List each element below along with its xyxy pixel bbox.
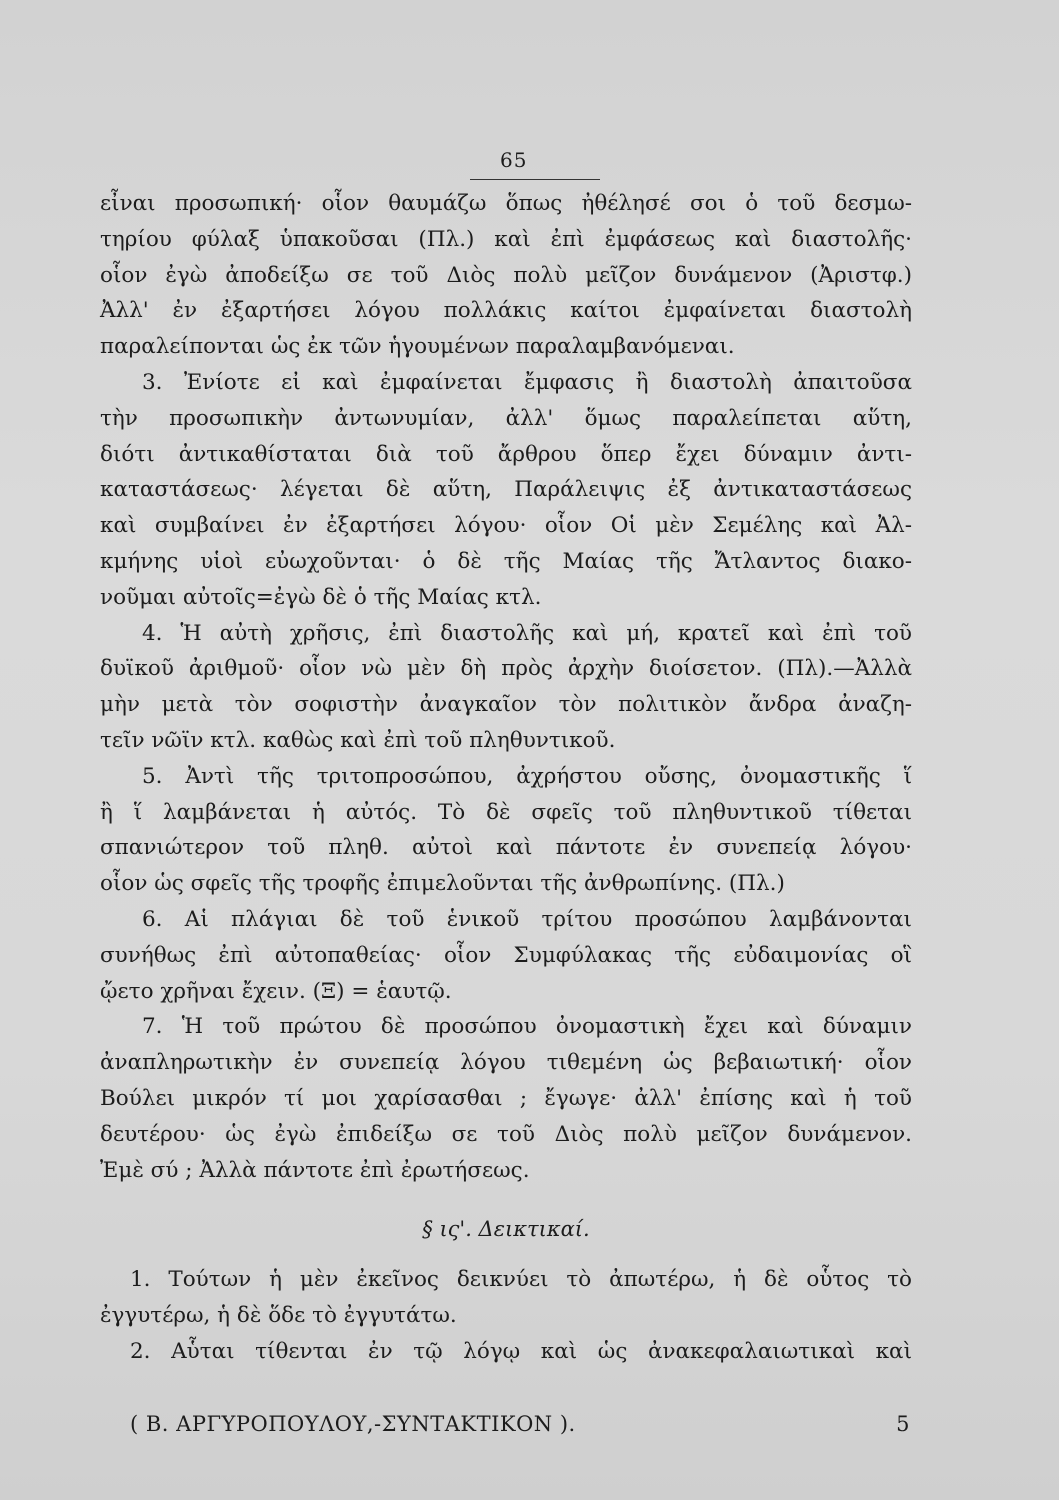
text-line: οἷον ὡς σφεῖς τῆς τροφῆς ἐπιμελοῦνται τῆς ἀνθρωπίνης. (Πλ.) bbox=[100, 871, 785, 897]
text-line: ἢ ἵ λαμβάνεται ἡ αὐτός. Τὸ δὲ σφεῖς τοῦ πληθυντικοῦ τίθεται bbox=[100, 799, 912, 825]
text-line: καὶ συμβαίνει ἐν ἐξαρτήσει λόγου· οἷον Οἱ μὲν Σεμέλης καὶ Ἀλ- bbox=[100, 513, 912, 539]
text-line: 6. Αἱ πλάγιαι δὲ τοῦ ἑνικοῦ τρίτου προσώπου λαμβάνονται bbox=[142, 906, 912, 932]
text-line: Ἀλλ' ἐν ἐξαρτήσει λόγου πολλάκις καίτοι ἐμφαίνεται διαστολὴ bbox=[100, 298, 912, 324]
text-line: νοῦμαι αὐτοῖς=ἐγὼ δὲ ὁ τῆς Μαίας κτλ. bbox=[100, 584, 542, 610]
text-line: 5. Ἀντὶ τῆς τριτοπροσώπου, ἀχρήστου οὔσης, ὀνομαστικῆς ἵ bbox=[142, 763, 912, 789]
page-body bbox=[100, 186, 912, 1370]
text-line: κμήνης υἱοὶ εὐωχοῦνται· ὁ δὲ τῆς Μαίας τῆς Ἄτλαντος διακο- bbox=[100, 548, 912, 574]
page-number: 65 bbox=[500, 148, 528, 172]
footer-citation: ( Β. ΑΡΓΥΡΟΠΟΥΛΟΥ,-ΣΥΝΤΑΚΤΙΚΟΝ ). bbox=[130, 1412, 576, 1436]
text-line: μὴν μετὰ τὸν σοφιστὴν ἀναγκαῖον τὸν πολιτικὸν ἄνδρα ἀναζη- bbox=[100, 692, 912, 718]
text-line: οἷον ἐγὼ ἀποδείξω σε τοῦ Διὸς πολὺ μεῖζον δυνάμενον (Ἀριστφ.) bbox=[100, 262, 912, 288]
text-line: τηρίου φύλαξ ὑπακοῦσαι (Πλ.) καὶ ἐπὶ ἐμφάσεως καὶ διαστολῆς· bbox=[100, 226, 912, 252]
text-line: 4. Ἡ αὐτὴ χρῆσις, ἐπὶ διαστολῆς καὶ μή, κρατεῖ καὶ ἐπὶ τοῦ bbox=[142, 620, 912, 646]
text-line: σπανιώτερον τοῦ πληθ. αὐτοὶ καὶ πάντοτε ἐν συνεπείᾳ λόγου· bbox=[100, 835, 912, 861]
text-line: συνήθως ἐπὶ αὐτοπαθείας· οἷον Συμφύλακας τῆς εὐδαιμονίας οἳ bbox=[100, 942, 912, 968]
text-line: δυϊκοῦ ἀριθμοῦ· οἷον νὼ μὲν δὴ πρὸς ἀρχὴν διοίσετον. (Πλ).—Ἀλλὰ bbox=[100, 656, 912, 682]
text-line: Βούλει μικρόν τί μοι χαρίσασθαι ; ἔγωγε· ἀλλ' ἐπίσης καὶ ἡ τοῦ bbox=[100, 1085, 912, 1111]
text-line: Ἐμὲ σύ ; Ἀλλὰ πάντοτε ἐπὶ ἐρωτήσεως. bbox=[100, 1157, 530, 1183]
text-line: παραλείπονται ὡς ἐκ τῶν ἡγουμένων παραλαμβανόμεναι. bbox=[100, 334, 735, 360]
text-line: δευτέρου· ὡς ἐγὼ ἐπιδείξω σε τοῦ Διὸς πολὺ μεῖζον δυνάμενον. bbox=[100, 1121, 912, 1147]
text-line: 7. Ἡ τοῦ πρώτου δὲ προσώπου ὀνομαστικὴ ἔχει καὶ δύναμιν bbox=[142, 1014, 912, 1040]
text-line: εἶναι προσωπική· οἷον θαυμάζω ὅπως ἠθέλησέ σοι ὁ τοῦ δεσμω- bbox=[100, 191, 912, 216]
text-line: 1. Τούτων ἡ μὲν ἐκεῖνος δεικνύει τὸ ἀπωτέρω, ἡ δὲ οὗτος τὸ bbox=[130, 1267, 912, 1293]
text-line: διότι ἀντικαθίσταται διὰ τοῦ ἄρθρου ὅπερ ἔχει δύναμιν ἀντι- bbox=[100, 441, 912, 467]
section-heading: § ις'. Δεικτικαί. bbox=[422, 1217, 590, 1242]
page-footer bbox=[130, 1412, 910, 1436]
text-line: 2. Αὗται τίθενται ἐν τῷ λόγῳ καὶ ὡς ἀνακεφαλαιωτικαὶ καὶ bbox=[130, 1338, 912, 1364]
text-line: τεῖν νῶϊν κτλ. καθὼς καὶ ἐπὶ τοῦ πληθυντικοῦ. bbox=[100, 727, 616, 753]
text-line: 3. Ἐνίοτε εἰ καὶ ἐμφαίνεται ἔμφασις ἢ διαστολὴ ἀπαιτοῦσα bbox=[142, 369, 912, 395]
text-line: ἐγγυτέρω, ἡ δὲ ὅδε τὸ ἐγγυτάτω. bbox=[100, 1303, 457, 1329]
page-number-rule bbox=[470, 179, 600, 180]
text-line: ᾤετο χρῆναι ἔχειν. (Ξ) = ἑαυτῷ. bbox=[100, 978, 452, 1004]
text-line: καταστάσεως· λέγεται δὲ αὕτη, Παράλειψις ἐξ ἀντικαταστάσεως bbox=[100, 477, 912, 503]
text-line: τὴν προσωπικὴν ἀντωνυμίαν, ἀλλ' ὅμως παραλείπεται αὕτη, bbox=[100, 405, 912, 431]
signature-mark: 5 bbox=[896, 1412, 910, 1436]
text-line: ἀναπληρωτικὴν ἐν συνεπείᾳ λόγου τιθεμένη ὡς βεβαιωτική· οἷον bbox=[100, 1050, 912, 1076]
